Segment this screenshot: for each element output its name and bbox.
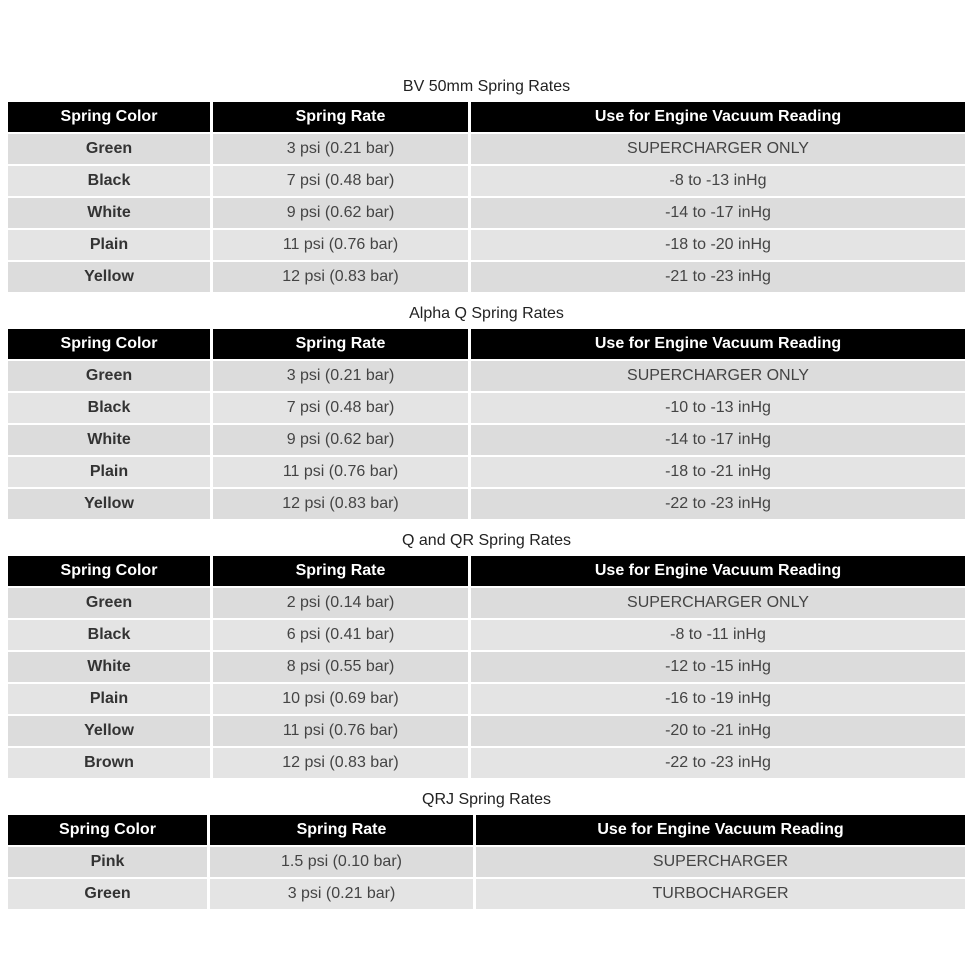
table-row — [8, 716, 965, 746]
vacuum-reading-cell: SUPERCHARGER ONLY — [468, 361, 965, 391]
header-vacuum-reading: Use for Engine Vacuum Reading — [468, 556, 965, 586]
table-header-row — [8, 556, 965, 586]
table-row — [8, 620, 965, 650]
spring-rate-cell: 8 psi (0.55 bar) — [210, 652, 468, 682]
vacuum-reading-cell: -12 to -15 inHg — [468, 652, 965, 682]
table-row — [8, 134, 965, 164]
spring-rate-cell: 12 psi (0.83 bar) — [210, 262, 468, 292]
table-header-row — [8, 329, 965, 359]
table-row — [8, 748, 965, 778]
spring-rate-cell: 3 psi (0.21 bar) — [207, 879, 473, 909]
spring-color-cell: Brown — [8, 748, 210, 778]
spring-rate-table — [8, 813, 965, 911]
table-row — [8, 588, 965, 618]
spring-color-cell: Green — [8, 879, 207, 909]
table-row — [8, 879, 965, 909]
spring-rate-cell: 12 psi (0.83 bar) — [210, 489, 468, 519]
spring-rate-cell: 2 psi (0.14 bar) — [210, 588, 468, 618]
spring-rate-cell: 9 psi (0.62 bar) — [210, 425, 468, 455]
table-row — [8, 652, 965, 682]
header-spring-rate: Spring Rate — [210, 556, 468, 586]
vacuum-reading-cell: -14 to -17 inHg — [468, 425, 965, 455]
spring-rate-cell: 7 psi (0.48 bar) — [210, 166, 468, 196]
table-row — [8, 847, 965, 877]
spring-rate-cell: 11 psi (0.76 bar) — [210, 457, 468, 487]
spring-rate-table-section — [8, 299, 965, 521]
header-vacuum-reading: Use for Engine Vacuum Reading — [473, 815, 965, 845]
vacuum-reading-cell: -16 to -19 inHg — [468, 684, 965, 714]
table-row — [8, 393, 965, 423]
vacuum-reading-cell: -14 to -17 inHg — [468, 198, 965, 228]
vacuum-reading-cell: TURBOCHARGER — [473, 879, 965, 909]
spring-rate-table-section — [8, 72, 965, 294]
spring-color-cell: Plain — [8, 230, 210, 260]
spring-rate-cell: 6 psi (0.41 bar) — [210, 620, 468, 650]
vacuum-reading-cell: -8 to -11 inHg — [468, 620, 965, 650]
spring-rate-table — [8, 554, 965, 780]
vacuum-reading-cell: -8 to -13 inHg — [468, 166, 965, 196]
table-row — [8, 489, 965, 519]
spring-color-cell: Yellow — [8, 716, 210, 746]
header-spring-rate: Spring Rate — [210, 102, 468, 132]
spring-rate-table-section — [8, 785, 965, 911]
spring-color-cell: Black — [8, 166, 210, 196]
vacuum-reading-cell: -18 to -20 inHg — [468, 230, 965, 260]
spring-rate-cell: 1.5 psi (0.10 bar) — [207, 847, 473, 877]
spring-color-cell: Green — [8, 134, 210, 164]
header-spring-rate: Spring Rate — [210, 329, 468, 359]
table-row — [8, 457, 965, 487]
header-spring-color: Spring Color — [8, 556, 210, 586]
spring-rate-cell: 11 psi (0.76 bar) — [210, 230, 468, 260]
spring-color-cell: White — [8, 425, 210, 455]
spring-rate-cell: 7 psi (0.48 bar) — [210, 393, 468, 423]
spring-color-cell: Yellow — [8, 262, 210, 292]
vacuum-reading-cell: SUPERCHARGER ONLY — [468, 134, 965, 164]
spring-rate-table — [8, 100, 965, 294]
vacuum-reading-cell: -22 to -23 inHg — [468, 489, 965, 519]
table-row — [8, 230, 965, 260]
header-spring-color: Spring Color — [8, 102, 210, 132]
table-caption: BV 50mm Spring Rates — [402, 78, 571, 95]
spring-rate-cell: 3 psi (0.21 bar) — [210, 134, 468, 164]
header-spring-color: Spring Color — [8, 329, 210, 359]
table-caption: Alpha Q Spring Rates — [409, 305, 564, 322]
spring-rate-cell: 9 psi (0.62 bar) — [210, 198, 468, 228]
spring-rate-table — [8, 327, 965, 521]
spring-color-cell: White — [8, 198, 210, 228]
header-spring-color: Spring Color — [8, 815, 207, 845]
header-vacuum-reading: Use for Engine Vacuum Reading — [468, 329, 965, 359]
spring-color-cell: White — [8, 652, 210, 682]
header-vacuum-reading: Use for Engine Vacuum Reading — [468, 102, 965, 132]
table-header-row — [8, 102, 965, 132]
table-header-row — [8, 815, 965, 845]
spring-rate-table-section — [8, 526, 965, 780]
spring-color-cell: Plain — [8, 684, 210, 714]
vacuum-reading-cell: -18 to -21 inHg — [468, 457, 965, 487]
spring-color-cell: Yellow — [8, 489, 210, 519]
spring-rate-cell: 10 psi (0.69 bar) — [210, 684, 468, 714]
spring-rate-cell: 3 psi (0.21 bar) — [210, 361, 468, 391]
table-row — [8, 684, 965, 714]
vacuum-reading-cell: -10 to -13 inHg — [468, 393, 965, 423]
spring-rate-cell: 12 psi (0.83 bar) — [210, 748, 468, 778]
table-row — [8, 425, 965, 455]
vacuum-reading-cell: -21 to -23 inHg — [468, 262, 965, 292]
table-caption: Q and QR Spring Rates — [402, 532, 571, 549]
spring-color-cell: Pink — [8, 847, 207, 877]
table-row — [8, 166, 965, 196]
header-spring-rate: Spring Rate — [207, 815, 473, 845]
spring-color-cell: Black — [8, 393, 210, 423]
spring-color-cell: Black — [8, 620, 210, 650]
table-row — [8, 198, 965, 228]
table-caption: QRJ Spring Rates — [422, 791, 551, 808]
spring-color-cell: Green — [8, 588, 210, 618]
spring-color-cell: Green — [8, 361, 210, 391]
table-row — [8, 262, 965, 292]
vacuum-reading-cell: -20 to -21 inHg — [468, 716, 965, 746]
vacuum-reading-cell: SUPERCHARGER — [473, 847, 965, 877]
table-row — [8, 361, 965, 391]
vacuum-reading-cell: SUPERCHARGER ONLY — [468, 588, 965, 618]
spring-color-cell: Plain — [8, 457, 210, 487]
spring-rate-cell: 11 psi (0.76 bar) — [210, 716, 468, 746]
vacuum-reading-cell: -22 to -23 inHg — [468, 748, 965, 778]
